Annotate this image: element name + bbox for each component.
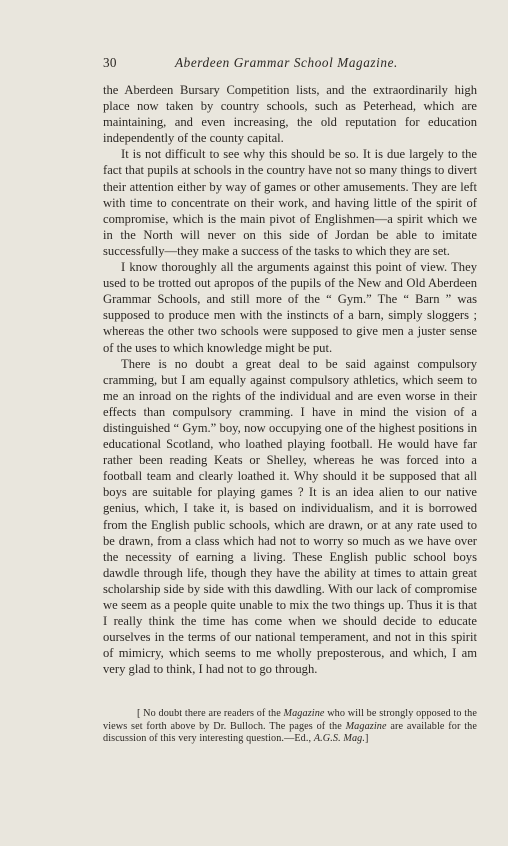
note-italic: Magazine: [283, 708, 325, 719]
page-header: [103, 55, 475, 73]
note-text: are available for the discussion of this very interesting question.—Ed.,: [103, 720, 477, 745]
page-number: 30: [103, 55, 117, 70]
note-italic: A.G.S. Mag.: [313, 733, 365, 745]
article-body: [103, 82, 477, 677]
note-italic: Magazine: [345, 720, 387, 732]
paragraph: It is not difficult to see why this should be so. It is due largely to the fact that pupils at schools in the country have not so many things to divert their attention either by way of games or other amusements. They are left with time to concentrate on their work, and having little of the spirit of compromise, which is the main pivot of Englishmen—a spirit which we in the North will never on this side of Jordan be able to imitate successfully—they make a success of the tasks to which they are set.: [103, 147, 477, 258]
running-title: Aberdeen Grammar School Magazine.: [175, 55, 398, 70]
note-text: ]: [365, 733, 369, 745]
note-text: [ No doubt there are readers of the: [137, 708, 284, 719]
paragraph: There is no doubt a great deal to be said against compulsory cramming, but I am equally against compulsory athletics, which seem to me an inroad on the rights of the individual and are even worse in their effects than compulsory cramming. I have in mind the vision of a distinguished “ Gym.” boy, now occupying one of the highest positions in educational Scotland, who loathed playing football. He would have far rather been reading Keats or Shelley, whereas he was forced into a football team and clearly loathed it. Why should it be supposed that all boys are suitable for playing games ? It is an idea alien to our native genius, which, I take it, is based on individualism, and it is borrowed from the English public schools, which are drawn, or at any rate used to be drawn, from a class which had not to worry so much as we have over the necessity of earning a living. These English public school boys dawdle through life, though they have the ability at times to attain great scholarship side by side with this dawdling. With our lack of compromise we seem as a people quite unable to mix the two things up. Thus it is that I really think the time has come when we should decide to educate ourselves in the terms of our national temperament, and not in this spirit of mimicry, which seems to me wholly preposterous, and which, I am very glad to think, I had not to go through.: [103, 356, 477, 677]
editor-note: [103, 708, 477, 746]
paragraph: I know thoroughly all the arguments against this point of view. They used to be trotted out apropos of the pupils of the New and Old Aberdeen Grammar Schools, and still more of the “ Gym.” The “ Barn ” was supposed to produce men with the instincts of a barn, simply sloggers ; whereas the other two schools were supposed to give men a juster sense of the uses to which knowledge might be put.: [103, 260, 477, 355]
paragraph: the Aberdeen Bursary Competition lists, and the extraordinarily high place now taken by country schools, such as Peterhead, which are maintaining, and even increasing, the old reputation for education independently of the county capital.: [103, 83, 477, 146]
note-text: who will be strongly opposed to the views set forth above by Dr. Bulloch. The pages of the: [103, 708, 477, 732]
